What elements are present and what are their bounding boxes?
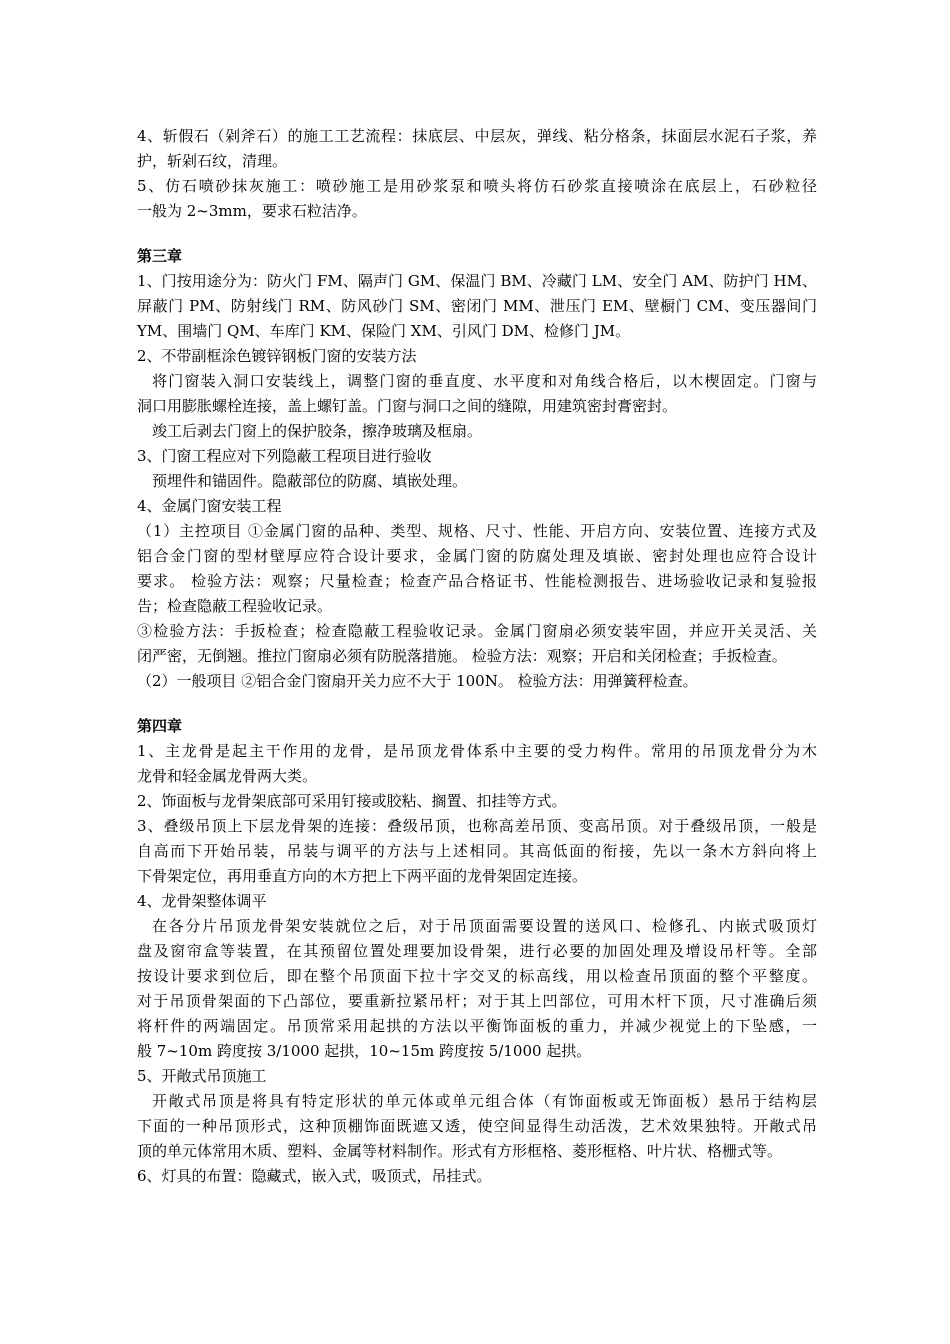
text-line: 下面的一种吊顶形式，这种顶棚饰面既遮又透，使空间显得生动活泼，艺术效果独特。开敞式吊 — [137, 1117, 817, 1135]
text-line: （2）一般项目 ②铝合金门窗扇开关力应不大于 100N。 检验方法：用弹簧秤检查。 — [137, 672, 698, 690]
text-line: 下骨架定位，再用垂直方向的木方把上下两平面的龙骨架固定连接。 — [137, 867, 588, 885]
text-line: 自高而下开始吊装，吊装与调平的方法与上述相同。其高低面的衔接，先以一条木方斜向将上 — [137, 842, 817, 860]
text-line: 要求。 检验方法：观察；尺量检查；检查产品合格证书、性能检测报告、进场验收记录和复验报 — [137, 572, 817, 590]
paragraph — [137, 914, 817, 1064]
paragraph — [137, 619, 817, 669]
paragraph — [137, 369, 817, 419]
text-line: 盘及窗帘盒等装置，在其预留位置处理要加设骨架，进行必要的加固处理及增设吊杆等。全部 — [137, 942, 817, 960]
text-line: ③检验方法：手扳检查；检查隐蔽工程验收记录。金属门窗扇必须安装牢固，并应开关灵活、关 — [137, 622, 817, 640]
text-line: 龙骨和轻金属龙骨两大类。 — [137, 767, 318, 785]
paragraph — [137, 494, 817, 519]
paragraph — [137, 269, 817, 344]
text-line: 4、龙骨架整体调平 — [137, 892, 267, 910]
text-line: 1、门按用途分为：防火门 FM、隔声门 GM、保温门 BM、冷藏门 LM、安全门 AM、防护门 HM、 — [137, 272, 817, 290]
text-line: 将杆件的两端固定。吊顶常采用起拱的方法以平衡饰面板的重力，并减少视觉上的下坠感，一 — [137, 1017, 817, 1035]
paragraph — [137, 1164, 817, 1189]
text-line: 2、饰面板与龙骨架底部可采用钉接或胶粘、搁置、扣挂等方式。 — [137, 792, 567, 810]
document-page — [137, 124, 817, 1189]
paragraph — [137, 419, 817, 444]
text-line: 一般为 2~3mm，要求石粒洁净。 — [137, 202, 367, 220]
text-line: （1）主控项目 ①金属门窗的品种、类型、规格、尺寸、性能、开启方向、安装位置、连接方式及 — [137, 522, 817, 540]
chapter-heading: 第三章 — [137, 247, 183, 265]
text-line: 3、叠级吊顶上下层龙骨架的连接：叠级吊顶，也称高差吊顶、变高吊顶。对于叠级吊顶，一般是 — [137, 817, 817, 835]
paragraph — [137, 124, 817, 174]
text-line: 闭严密，无倒翘。推拉门窗扇必须有防脱落措施。 检验方法：观察；开启和关闭检查；手扳检查。 — [137, 647, 787, 665]
paragraph — [137, 444, 817, 469]
text-line: 3、门窗工程应对下列隐蔽工程项目进行验收 — [137, 447, 432, 465]
section-gap — [137, 224, 817, 244]
text-line: 预埋件和锚固件。隐蔽部位的防腐、填嵌处理。 — [152, 472, 468, 490]
text-line: YM、围墙门 QM、车库门 KM、保险门 XM、引风门 DM、检修门 JM。 — [137, 322, 631, 340]
text-line: 开敞式吊顶是将具有特定形状的单元体或单元组合体（有饰面板或无饰面板）悬吊于结构层 — [152, 1092, 817, 1110]
section-gap — [137, 694, 817, 714]
paragraph — [137, 1089, 817, 1164]
text-line: 1、主龙骨是起主干作用的龙骨，是吊顶龙骨体系中主要的受力构件。常用的吊顶龙骨分为木 — [137, 742, 817, 760]
text-line: 4、金属门窗安装工程 — [137, 497, 282, 515]
paragraph — [137, 519, 817, 619]
text-line: 5、开敞式吊顶施工 — [137, 1067, 267, 1085]
paragraph — [137, 739, 817, 789]
text-line: 竣工后剥去门窗上的保护胶条，擦净玻璃及框扇。 — [152, 422, 483, 440]
text-line: 般 7~10m 跨度按 3/1000 起拱，10~15m 跨度按 5/1000 起拱。 — [137, 1042, 592, 1060]
text-line: 铝合金门窗的型材壁厚应符合设计要求，金属门窗的防腐处理及填嵌、密封处理也应符合设计 — [137, 547, 817, 565]
text-line: 洞口用膨胀螺栓连接，盖上螺钉盖。门窗与洞口之间的缝隙，用建筑密封膏密封。 — [137, 397, 678, 415]
text-line: 告；检查隐蔽工程验收记录。 — [137, 597, 333, 615]
text-line: 在各分片吊顶龙骨架安装就位之后，对于吊顶面需要设置的送风口、检修孔、内嵌式吸顶灯 — [152, 917, 817, 935]
paragraph — [137, 469, 817, 494]
text-line: 2、不带副框涂色镀锌钢板门窗的安装方法 — [137, 347, 417, 365]
chapter-heading: 第四章 — [137, 717, 183, 735]
text-line: 护，斩剁石纹，清理。 — [137, 152, 288, 170]
text-line: 屏蔽门 PM、防射线门 RM、防风砂门 SM、密闭门 MM、泄压门 EM、壁橱门 CM、变压器间门 — [137, 297, 817, 315]
paragraph — [137, 1064, 817, 1089]
text-line: 对于吊顶骨架面的下凸部位，要重新拉紧吊杆；对于其上凹部位，可用木杆下顶，尺寸准确后须 — [137, 992, 817, 1010]
paragraph — [137, 814, 817, 889]
text-line: 4、斩假石（剁斧石）的施工工艺流程：抹底层、中层灰，弹线、粘分格条，抹面层水泥石子浆，养 — [137, 127, 817, 145]
paragraph — [137, 889, 817, 914]
paragraph — [137, 174, 817, 224]
text-line: 5、仿石喷砂抹灰施工：喷砂施工是用砂浆泵和喷头将仿石砂浆直接喷涂在底层上，石砂粒径 — [137, 177, 817, 195]
paragraph — [137, 669, 817, 694]
paragraph — [137, 344, 817, 369]
text-line: 将门窗装入洞口安装线上，调整门窗的垂直度、水平度和对角线合格后，以木楔固定。门窗与 — [152, 372, 817, 390]
text-line: 6、灯具的布置：隐藏式，嵌入式，吸顶式，吊挂式。 — [137, 1167, 492, 1185]
text-line: 顶的单元体常用木质、塑料、金属等材料制作。形式有方形框格、菱形框格、叶片状、格栅式等。 — [137, 1142, 783, 1160]
paragraph — [137, 789, 817, 814]
text-line: 按设计要求到位后，即在整个吊顶面下拉十字交叉的标高线，用以检查吊顶面的整个平整度。 — [137, 967, 817, 985]
